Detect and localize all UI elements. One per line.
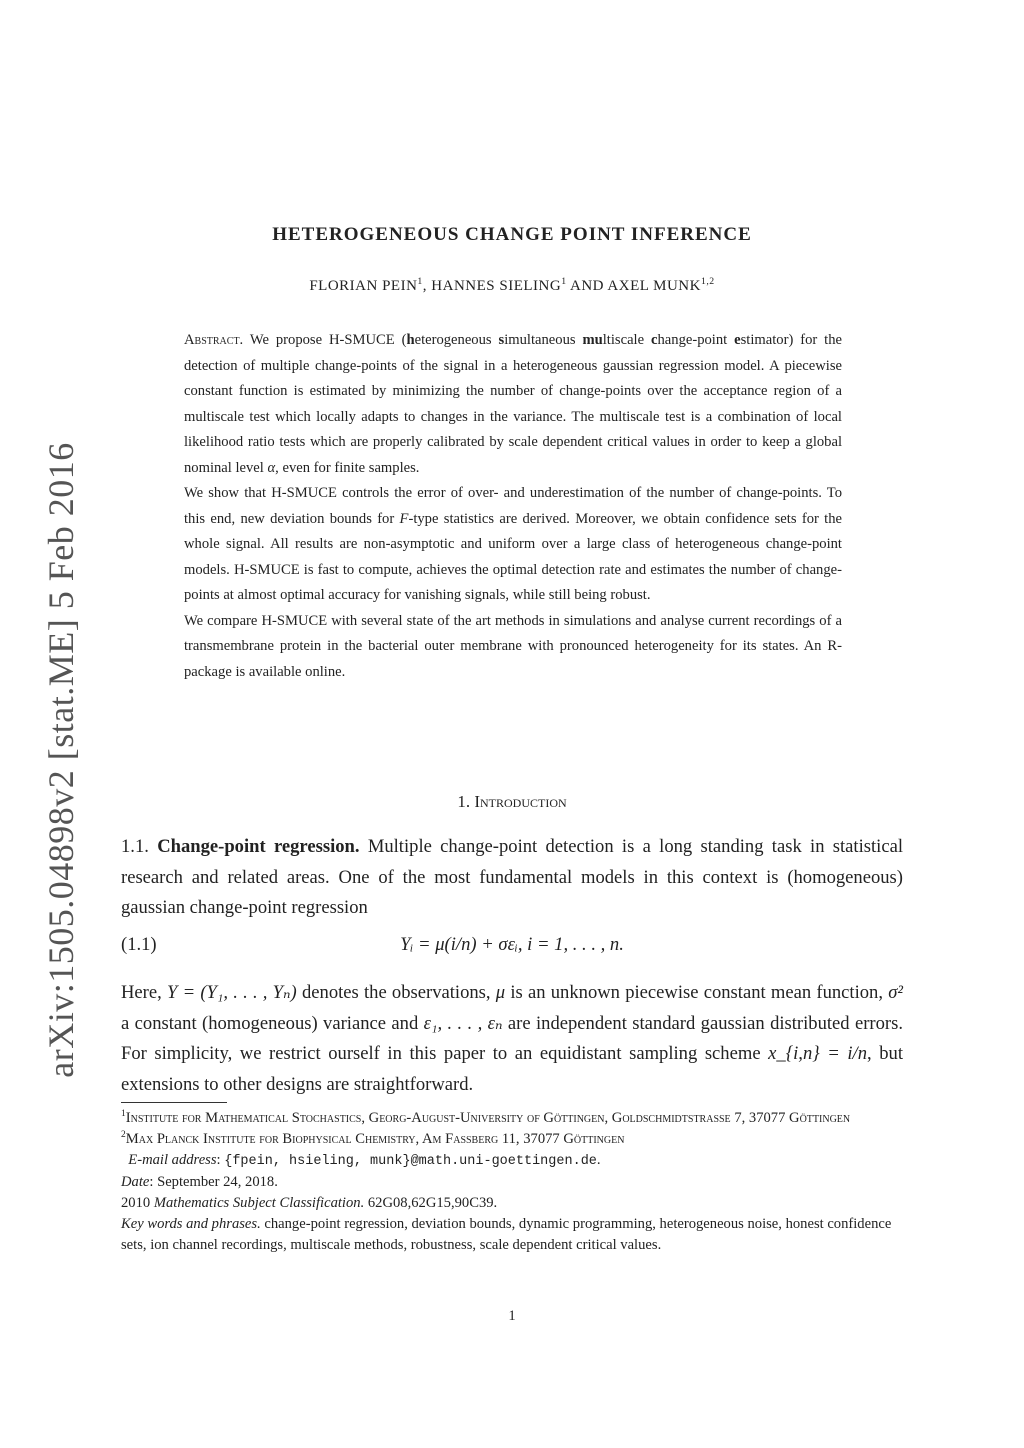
section-title: Introduction [474, 792, 567, 811]
keywords-line: Key words and phrases. change-point regression, deviation bounds, dynamic programming, heterogeneous noise, honest confidence sets, ion channel recordings, multiscale methods, robustness, scale dependent critical values. [121, 1216, 892, 1253]
author-name: , HANNES SIELING [422, 278, 562, 294]
affiliation-marker: 1 [561, 276, 567, 287]
abstract-paragraph: Abstract. We propose H-SMUCE (heterogeneous simultaneous multiscale change-point estimator) for the detection of multiple change-points of the signal in a heterogeneous gaussian regression model. A piecewise constant function is estimated by minimizing the number of change-points over the acceptance region of a multiscale test which locally adapts to changes in the variance. The multiscale test is a combination of local likelihood ratio tests which are properly calibrated by scale dependent critical values in order to keep a global nominal level α, even for finite samples. [184, 332, 843, 476]
affiliation-footnote: $^2$Max Planck Institute for Biophysical Chemistry, Am Fassberg 11, 37077 Göttingen [121, 1130, 625, 1147]
paper-title: HETEROGENEOUS CHANGE POINT INFERENCE [272, 224, 752, 245]
affiliation-marker: 1 [417, 276, 423, 287]
subsection-title: Change-point regression. [157, 836, 360, 857]
footnote-divider [121, 1102, 227, 1103]
author-name: AND AXEL MUNK [566, 278, 701, 294]
footnotes [121, 1108, 903, 1256]
equation-formula: Yᵢ = μ(i/n) + σεᵢ, i = 1, . . . , n. [400, 934, 624, 955]
author-name: FLORIAN PEIN [309, 278, 418, 294]
equation-number: (1.1) [121, 934, 157, 955]
email-line: E-mail address: {fpein, hsieling, munk}@math.uni-goettingen.de. [128, 1152, 601, 1169]
author-line [0, 278, 1024, 295]
affiliation-footnote: $^1$Institute for Mathematical Stochastics, Georg-August-University of Göttingen, Goldschmidtstrasse 7, 37077 Göttingen [121, 1109, 851, 1126]
email-address[interactable]: {fpein, hsieling, munk}@math.uni-goettingen.de [224, 1154, 597, 1169]
date-line: Date: September 24, 2018. [121, 1174, 278, 1190]
affiliation-marker: 1,2 [700, 276, 715, 287]
arxiv-identifier: arXiv:1505.04898v2 [stat.ME] 5 Feb 2016 [41, 442, 81, 1078]
section-heading [0, 792, 1024, 812]
body-paragraph: Here, Y = (Y₁, . . . , Yₙ) denotes the observations, μ is an unknown piecewise constant mean function, σ² a constant (homogeneous) variance and ε₁, . . . , εₙ are independent standard gaussian distributed errors. For simplicity, we restrict ourself in this paper to an equidistant sampling scheme x_{i,n} = i/n, but extensions to other designs are straightforward. [121, 982, 903, 1095]
abstract-label: Abstract. [184, 332, 244, 348]
subsection-number: 1.1. [121, 836, 149, 857]
page-number: 1 [508, 1308, 516, 1324]
abstract [184, 328, 842, 685]
intro-paragraph: 1.1. Change-point regression. Multiple change-point detection is a long standing task in statistical research and related areas. One of the most fundamental models in this context is (homogeneous) gaussian change-point regression [121, 836, 903, 918]
msc-line: 2010 Mathematics Subject Classification. 62G08,62G15,90C39. [121, 1195, 498, 1211]
section-number: 1. [457, 792, 471, 811]
abstract-paragraph: We compare H-SMUCE with several state of the art methods in simulations and analyse current recordings of a transmembrane protein in the bacterial outer membrane with pronounced heterogeneity for its states. An R-package is available online. [184, 612, 842, 680]
abstract-paragraph: We show that H-SMUCE controls the error of over- and underestimation of the number of change-points. To this end, new deviation bounds for F-type statistics are derived. Moreover, we obtain confidence sets for the whole signal. All results are non-asymptotic and uniform over a large class of heterogeneous change-point models. H-SMUCE is fast to compute, achieves the optimal detection rate and estimates the number of change-points at almost optimal accuracy for vanishing signals, while still being robust. [184, 485, 843, 603]
